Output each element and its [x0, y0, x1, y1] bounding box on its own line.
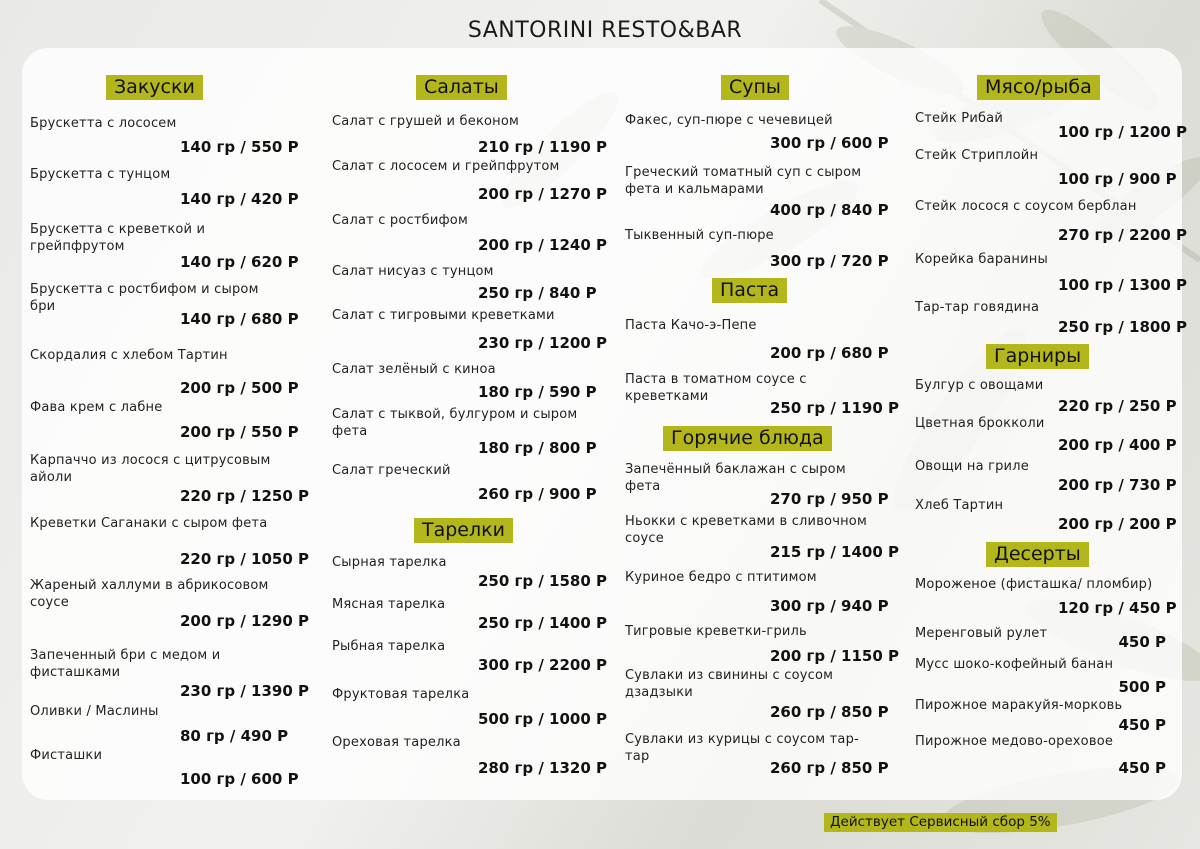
menu-item-name: Мусс шоко-кофейный банан: [915, 657, 1114, 672]
menu-item-name: Паста в томатном соусе с креветками: [625, 372, 807, 404]
menu-item-price: 230 гр / 1390 Р: [180, 682, 309, 700]
menu-item-name: Салат с тигровыми креветками: [332, 308, 555, 323]
menu-item-name: Хлеб Тартин: [915, 498, 1004, 513]
section-title-zakuski: Закуски: [106, 75, 203, 100]
menu-item-name: Салат с тыквой, булгуром и сыром фета: [332, 407, 578, 439]
menu-item-price: 220 гр / 1250 Р: [180, 487, 309, 505]
menu-item-price: 450 Р: [1118, 716, 1166, 734]
section-title-goryachie: Горячие блюда: [663, 426, 832, 451]
menu-item-name: Фруктовая тарелка: [332, 687, 470, 702]
menu-item-price: 140 гр / 680 Р: [180, 310, 299, 328]
menu-item-name: Цветная брокколи: [915, 416, 1045, 431]
menu-item-name: Салат нисуаз с тунцом: [332, 264, 494, 279]
menu-item-name: Стейк Стриплойн: [915, 148, 1039, 163]
menu-item-price: 200 гр / 680 Р: [770, 344, 889, 362]
menu-item-name: Куриное бедро с птитимом: [625, 570, 817, 585]
menu-item-price: 260 гр / 850 Р: [770, 703, 889, 721]
menu-item-price: 100 гр / 1200 Р: [1058, 123, 1187, 141]
menu-item-name: Сувлаки из курицы с соусом тар-тар: [625, 732, 859, 764]
menu-item-price: 215 гр / 1400 Р: [770, 543, 899, 561]
menu-item-name: Паста Качо-э-Пепе: [625, 318, 757, 333]
menu-item-name: Тар-тар говядина: [915, 300, 1040, 315]
menu-item-price: 120 гр / 450 Р: [1058, 599, 1177, 617]
menu-item-name: Салат с ростбифом: [332, 213, 468, 228]
menu-item-price: 140 гр / 420 Р: [180, 190, 299, 208]
menu-item-name: Брускетта с лососем: [30, 116, 177, 131]
menu-item-price: 220 гр / 250 Р: [1058, 397, 1177, 415]
menu-item-price: 300 гр / 600 Р: [770, 134, 889, 152]
section-title-myaso: Мясо/рыба: [977, 75, 1100, 100]
menu-item-name: Ньокки с креветками в сливочном соусе: [625, 514, 867, 546]
menu-item-name: Запеченный бри с медом и фисташками: [30, 648, 221, 680]
menu-item-name: Жареный халлуми в абрикосовом соусе: [30, 578, 269, 610]
menu-item-name: Тыквенный суп-пюре: [625, 228, 774, 243]
menu-item-name: Тигровые креветки-гриль: [625, 624, 807, 639]
menu-item-name: Пирожное медово-ореховое: [915, 734, 1114, 749]
menu-item-name: Салат зелёный с киноа: [332, 362, 496, 377]
section-title-tarelki: Тарелки: [414, 518, 513, 543]
menu-item-name: Брускетта с тунцом: [30, 167, 171, 182]
menu-item-price: 300 гр / 720 Р: [770, 252, 889, 270]
menu-item-price: 180 гр / 800 Р: [478, 439, 597, 457]
menu-item-name: Стейк лосося с соусом берблан: [915, 199, 1137, 214]
menu-item-price: 200 гр / 1270 Р: [478, 185, 607, 203]
menu-item-price: 100 гр / 1300 Р: [1058, 276, 1187, 294]
menu-item-name: Стейк Рибай: [915, 111, 1004, 126]
restaurant-title: SANTORINI RESTO&BAR: [467, 18, 743, 43]
menu-item-name: Мясная тарелка: [332, 597, 446, 612]
menu-item-price: 140 гр / 620 Р: [180, 253, 299, 271]
menu-item-name: Фисташки: [30, 748, 103, 763]
menu-item-name: Брускетта с креветкой и грейпфрутом: [30, 222, 206, 254]
menu-item-price: 500 гр / 1000 Р: [478, 710, 607, 728]
section-title-deserty: Десерты: [986, 542, 1089, 567]
menu-item-price: 250 гр / 840 Р: [478, 284, 597, 302]
menu-item-price: 220 гр / 1050 Р: [180, 550, 309, 568]
menu-item-name: Булгур с овощами: [915, 378, 1044, 393]
menu-item-name: Фава крем с лабне: [30, 400, 163, 415]
menu-item-price: 400 гр / 840 Р: [770, 201, 889, 219]
menu-item-price: 200 гр / 400 Р: [1058, 436, 1177, 454]
menu-item-name: Скордалия с хлебом Тартин: [30, 348, 228, 363]
menu-item-price: 200 гр / 200 Р: [1058, 515, 1177, 533]
menu-item-price: 260 гр / 900 Р: [478, 485, 597, 503]
menu-item-price: 200 гр / 550 Р: [180, 423, 299, 441]
menu-item-price: 250 гр / 1400 Р: [478, 614, 607, 632]
menu-item-price: 450 Р: [1118, 633, 1166, 651]
service-fee-note: Действует Сервисный сбор 5%: [824, 813, 1057, 832]
menu-item-price: 260 гр / 850 Р: [770, 759, 889, 777]
menu-item-name: Ореховая тарелка: [332, 735, 461, 750]
menu-item-name: Салат с грушей и беконом: [332, 114, 520, 129]
section-title-salaty: Салаты: [416, 75, 507, 100]
menu-item-price: 270 гр / 950 Р: [770, 490, 889, 508]
menu-item-name: Салат греческий: [332, 463, 451, 478]
menu-item-name: Карпаччо из лосося с цитрусовым айоли: [30, 453, 271, 485]
menu-item-price: 200 гр / 1240 Р: [478, 236, 607, 254]
menu-item-price: 300 гр / 940 Р: [770, 597, 889, 615]
menu-item-name: Греческий томатный суп с сыром фета и кальмарами: [625, 165, 862, 197]
menu-item-price: 200 гр / 730 Р: [1058, 476, 1177, 494]
menu-item-price: 100 гр / 600 Р: [180, 770, 299, 788]
menu-item-name: Овощи на гриле: [915, 459, 1029, 474]
menu-item-price: 200 гр / 1290 Р: [180, 612, 309, 630]
menu-item-name: Сувлаки из свинины с соусом дзадзыки: [625, 668, 834, 700]
menu-item-name: Меренговый рулет: [915, 626, 1048, 641]
menu-item-price: 250 гр / 1800 Р: [1058, 318, 1187, 336]
menu-item-name: Сырная тарелка: [332, 555, 447, 570]
menu-item-name: Запечённый баклажан с сыром фета: [625, 462, 846, 494]
menu-item-price: 200 гр / 500 Р: [180, 379, 299, 397]
menu-item-price: 210 гр / 1190 Р: [478, 138, 607, 156]
menu-item-price: 450 Р: [1118, 759, 1166, 777]
menu-item-price: 250 гр / 1580 Р: [478, 572, 607, 590]
section-title-garniry: Гарниры: [986, 344, 1089, 369]
menu-item-name: Корейка баранины: [915, 252, 1048, 267]
menu-item-name: Креветки Саганаки с сыром фета: [30, 516, 268, 531]
menu-item-name: Факес, суп-пюре с чечевицей: [625, 113, 833, 128]
menu-item-name: Рыбная тарелка: [332, 639, 446, 654]
menu-item-price: 280 гр / 1320 Р: [478, 759, 607, 777]
menu-item-price: 200 гр / 1150 Р: [770, 647, 899, 665]
menu-item-price: 180 гр / 590 Р: [478, 383, 597, 401]
menu-item-price: 230 гр / 1200 Р: [478, 334, 607, 352]
menu-item-name: Мороженое (фисташка/ пломбир): [915, 577, 1153, 592]
menu-item-name: Пирожное маракуйя-морковь: [915, 698, 1123, 713]
menu-item-price: 100 гр / 900 Р: [1058, 170, 1177, 188]
section-title-supy: Супы: [721, 75, 789, 100]
section-title-pasta: Паста: [712, 278, 787, 303]
menu-item-price: 270 гр / 2200 Р: [1058, 226, 1187, 244]
menu-item-name: Брускетта с ростбифом и сыром бри: [30, 282, 259, 314]
menu-item-price: 140 гр / 550 Р: [180, 138, 299, 156]
menu-item-price: 80 гр / 490 Р: [180, 727, 289, 745]
menu-item-name: Салат с лососем и грейпфрутом: [332, 159, 560, 174]
menu-item-price: 300 гр / 2200 Р: [478, 656, 607, 674]
menu-item-price: 250 гр / 1190 Р: [770, 399, 899, 417]
menu-item-name: Оливки / Маслины: [30, 704, 159, 719]
menu-item-price: 500 Р: [1118, 678, 1166, 696]
